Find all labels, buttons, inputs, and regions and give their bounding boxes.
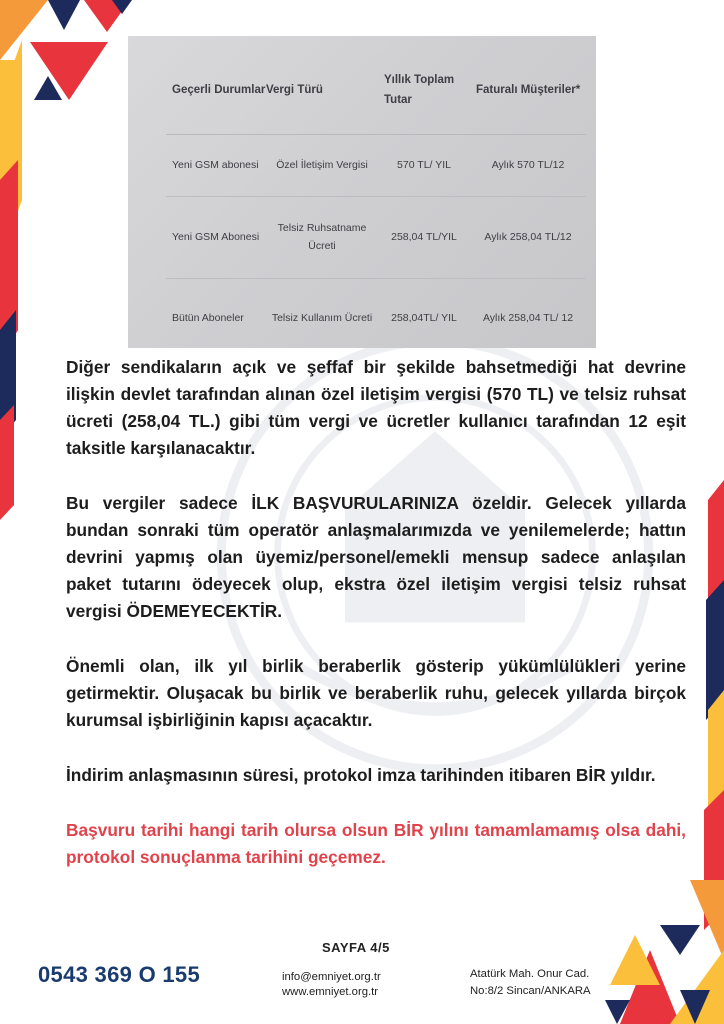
- footer-email[interactable]: info@emniyet.org.tr: [282, 971, 381, 983]
- table-cell: 570 TL/ YIL: [378, 134, 470, 196]
- footer-phone[interactable]: 0543 369 O 155: [38, 962, 201, 987]
- body-content: [66, 354, 686, 871]
- footer-contact: [282, 970, 381, 1000]
- footer-address: [470, 966, 591, 1000]
- paragraph-duration: İndirim anlaşmasının süresi, protokol imza tarihinden itibaren BİR yıldır.: [66, 765, 656, 785]
- paragraph-first-application: Bu vergiler sadece İLK BAŞVURULARINIZA özeldir. Gelecek yıllarda bundan sonraki tüm operatör anlaşmalarımızda ve yenilemelerde; hattın devrini yapmış olan üyemiz/personel/emekli mensup sadece anlaşılan paket tutarını ödeyecek olup, ekstra özel iletişim vergisi telsiz ruhsat vergisi ÖDEMEYECEKTİR.: [66, 493, 686, 621]
- paragraph-tax-installments: Diğer sendikaların açık ve şeffaf bir şekilde bahsetmediği hat devrine ilişkin devlet tarafından alınan özel iletişim vergisi (570 TL) ve telsiz ruhsat ücreti (258,04 TL.) gibi tüm vergi ve ücretler kullanıcı tarafından 12 eşit taksitle karşılanacaktır.: [66, 357, 686, 458]
- tax-table-photo: [128, 36, 596, 348]
- table-row: [166, 196, 586, 278]
- footer-website[interactable]: www.emniyet.org.tr: [282, 986, 379, 998]
- table-cell: Telsiz Kullanım Ücreti: [271, 312, 373, 325]
- tax-table: [166, 46, 586, 348]
- table-cell: Aylık 570 TL/12: [470, 134, 586, 196]
- paragraph-unity: Önemli olan, ilk yıl birlik beraberlik gösterip yükümlülükleri yerine getirmektir. Oluşacak bu birlik ve beraberlik ruhu, gelecek yıllarda birçok kurumsal işbirliğinin kapısı açacaktır.: [66, 656, 686, 730]
- table-cell: Yeni GSM Abonesi: [166, 196, 266, 278]
- table-cell: Özel İletişim Vergisi: [266, 134, 378, 196]
- table-header-cell: Vergi Türü: [266, 46, 378, 134]
- table-header-row: [166, 46, 586, 134]
- footer-address-line2: No:8/2 Sincan/ANKARA: [470, 985, 591, 997]
- table-cell: Telsiz Ruhsatname Ücreti: [266, 196, 378, 278]
- table-cell: 258,04TL/ YIL: [391, 312, 457, 325]
- table-cell: 258,04 TL/YIL: [378, 196, 470, 278]
- table-cell: Aylık 258,04 TL/ 12: [482, 312, 574, 325]
- table-row: [166, 278, 586, 348]
- paragraph-deadline-notice: Başvuru tarihi hangi tarih olursa olsun BİR yılını tamamlamamış olsa dahi, protokol sonuçlanma tarihini geçemez.: [66, 820, 686, 867]
- page-number: SAYFA 4/5: [322, 940, 390, 955]
- table-row: [166, 134, 586, 196]
- table-cell: Yeni GSM abonesi: [166, 134, 266, 196]
- footer-address-line1: Atatürk Mah. Onur Cad.: [470, 968, 590, 980]
- table-header-cell: Yıllık Toplam Tutar: [378, 46, 470, 134]
- table-cell: Aylık 258,04 TL/12: [470, 196, 586, 278]
- table-header-cell: Faturalı Müşteriler*: [470, 46, 586, 134]
- table-header-cell: Geçerli Durumlar: [166, 46, 266, 134]
- table-cell: Bütün Aboneler: [172, 312, 244, 325]
